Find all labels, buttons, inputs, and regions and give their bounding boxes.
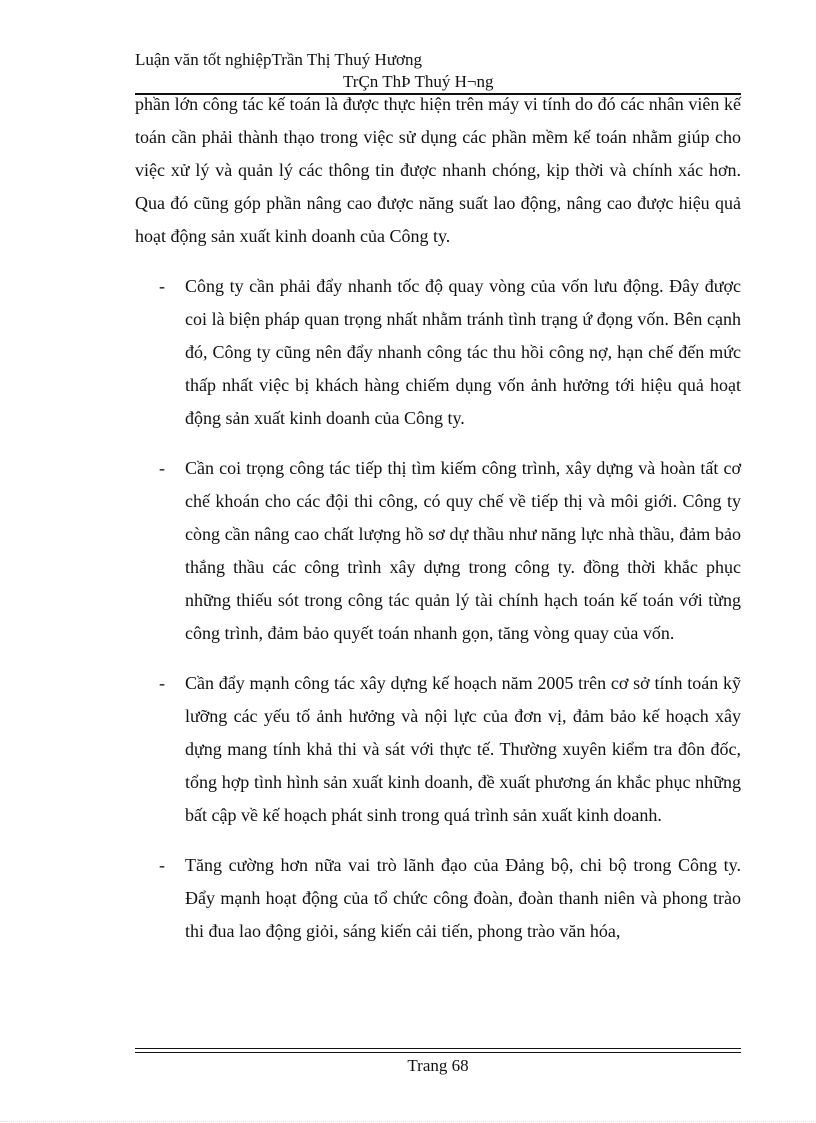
header-author-garbled: TrÇn ThÞ Thuý H¬ng [343,72,494,91]
bullet-marker: - [159,855,165,875]
footer-divider-top [135,1048,741,1049]
bullet-item [135,849,741,948]
bullet-text: Công ty cần phải đẩy nhanh tốc độ quay vòng của vốn lưu động. Đây được coi là biện pháp quan trọng nhất nhằm tránh tình trạng ứ đọng vốn. Bên cạnh đó, Công ty cũng nên đẩy nhanh công tác thu hồi công nợ, hạn chế đến mức thấp nhất việc bị khách hàng chiếm dụng vốn ảnh hưởng tới hiệu quả hoạt động sản xuất kinh doanh của Công ty. [185,276,741,428]
body-content [135,88,741,948]
bullet-text: Cần đẩy mạnh công tác xây dựng kế hoạch năm 2005 trên cơ sở tính toán kỹ lưỡng các yếu tố ảnh hưởng và nội lực của đơn vị, đảm bảo kế hoạch xây dựng mang tính khả thi và sát với thực tế. Thường xuyên kiểm tra đôn đốc, tổng hợp tình hình sản xuất kinh doanh, đề xuất phương án khắc phục những bất cập về kế hoạch phát sinh trong quá trình sản xuất kinh doanh. [185,673,741,825]
bullet-marker: - [159,673,165,693]
bullet-marker: - [159,276,165,296]
page-bottom-edge [0,1121,816,1122]
bullet-text: Tăng cường hơn nữa vai trò lãnh đạo của Đảng bộ, chi bộ trong Công ty. Đẩy mạnh hoạt động của tổ chức công đoàn, đoàn thanh niên và phong trào thi đua lao động giỏi, sáng kiến cải tiến, phong trào văn hóa, [185,855,741,941]
header-title: Luận văn tốt nghiệpTrần Thị Thuý Hương [135,50,423,69]
bullet-text: Cần coi trọng công tác tiếp thị tìm kiếm công trình, xây dựng và hoàn tất cơ chế khoán cho các đội thi công, có quy chế về tiếp thị và môi giới. Công ty còng cần nâng cao chất lượng hồ sơ dự thầu như năng lực nhà thầu, đảm bảo thắng thầu các công trình xây dựng trong công ty. đồng thời khắc phục những thiếu sót trong công tác quản lý tài chính hạch toán kế toán với từng công trình, đảm bảo quyết toán nhanh gọn, tăng vòng quay của vốn. [185,458,741,643]
page-number: Trang 68 [407,1056,469,1075]
footer-divider-bottom [135,1052,741,1053]
bullet-item [135,452,741,650]
bullet-marker: - [159,458,165,478]
intro-paragraph: phần lớn công tác kế toán là được thực hiện trên máy vi tính do đó các nhân viên kế toán cần phải thành thạo trong việc sử dụng các phần mềm kế toán nhằm giúp cho việc xử lý và quản lý các thông tin được nhanh chóng, kịp thời và chính xác hơn. Qua đó cũng góp phần nâng cao được năng suất lao động, nâng cao được hiệu quả hoạt động sản xuất kinh doanh của Công ty. [135,94,741,246]
bullet-item [135,270,741,435]
bullet-item [135,667,741,832]
